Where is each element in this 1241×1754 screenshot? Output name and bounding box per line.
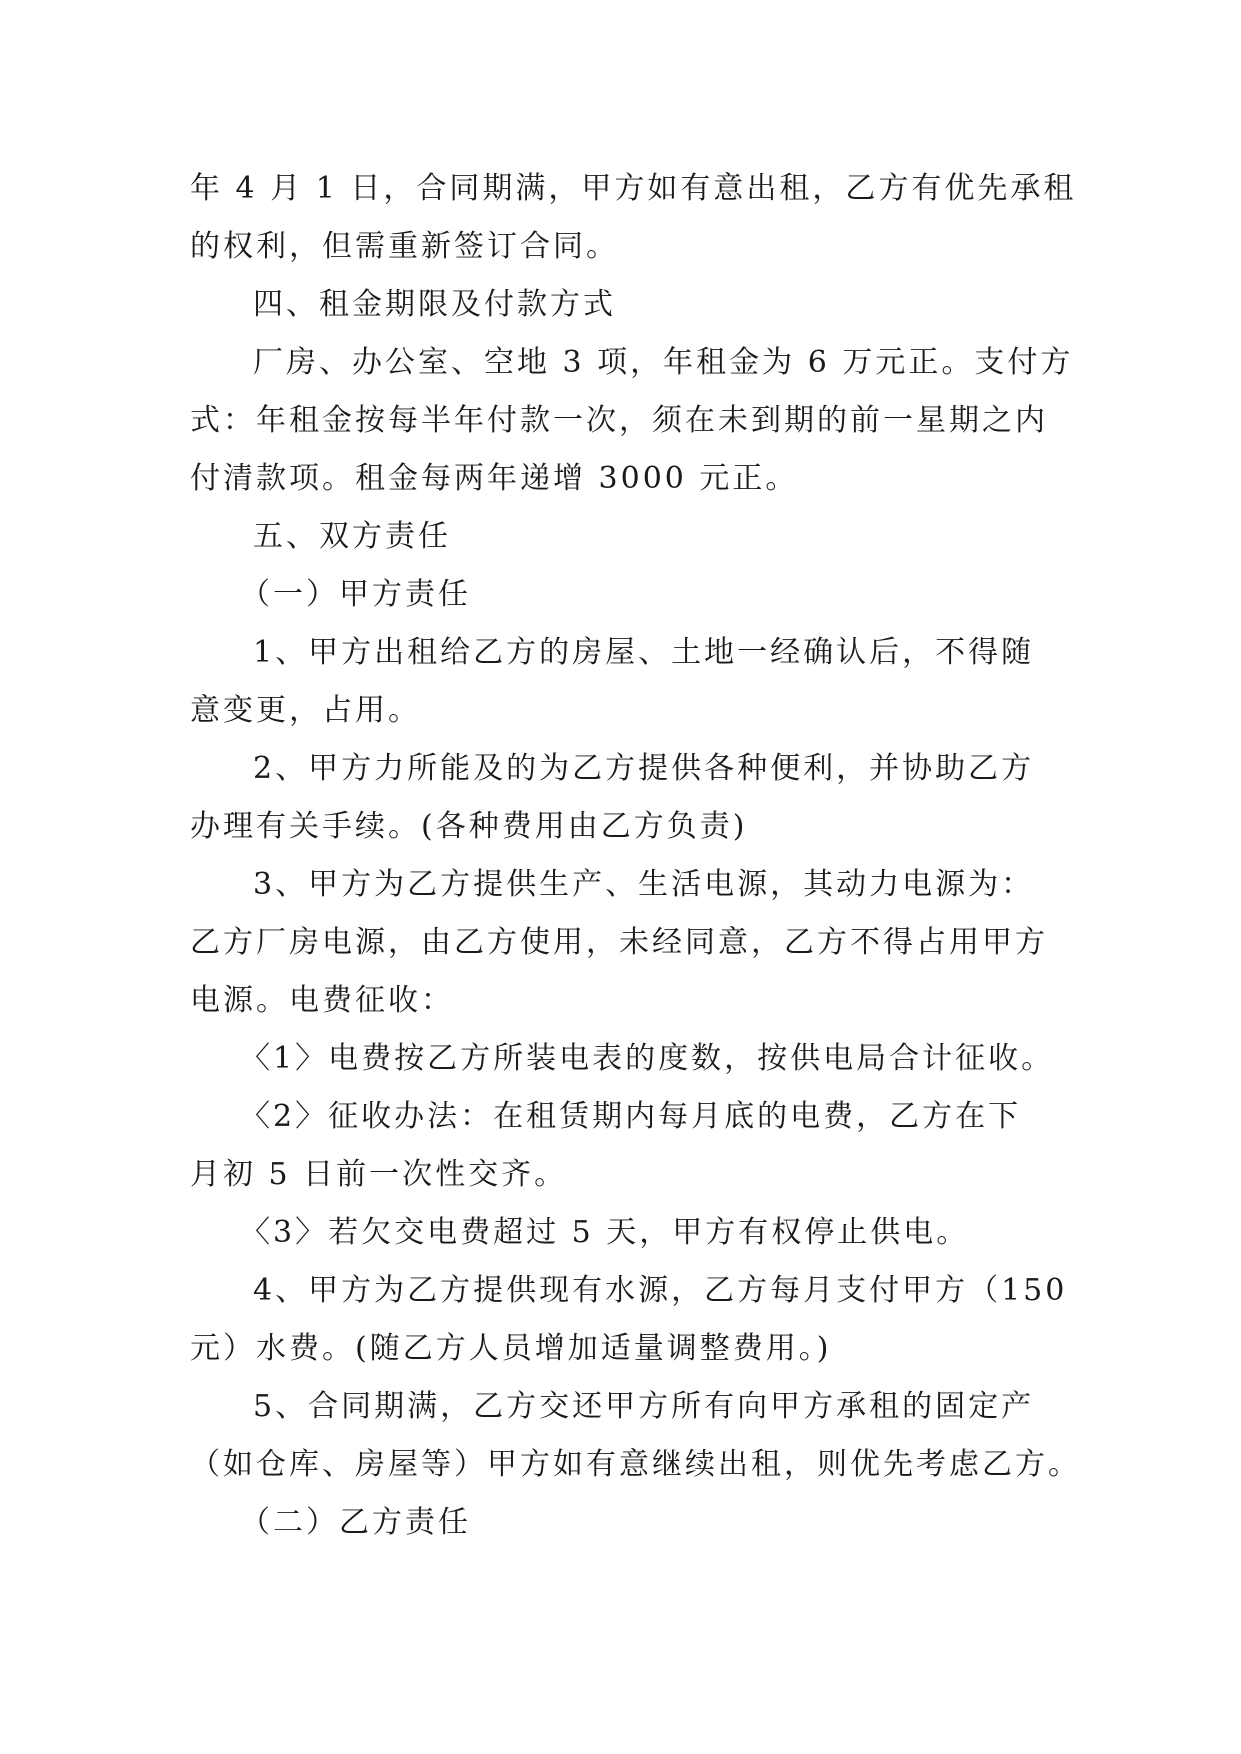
paragraph-line: 月初 5 日前一次性交齐。 (190, 1157, 568, 1192)
paragraph-line: 元）水费。(随乙方人员增加适量调整费用。) (190, 1331, 832, 1366)
list-item: 〈2〉征收办法：在租赁期内每月底的电费，乙方在下 (240, 1099, 1022, 1134)
list-item: 〈1〉电费按乙方所装电表的度数，按供电局合计征收。 (240, 1041, 1055, 1076)
paragraph-line: 1、甲方出租给乙方的房屋、土地一经确认后，不得随 (253, 635, 1035, 670)
paragraph-line: （如仓库、房屋等）甲方如有意继续出租，则优先考虑乙方。 (190, 1447, 1081, 1482)
paragraph-line: 电源。电费征收： (190, 983, 454, 1018)
paragraph-line: 厂房、办公室、空地 3 项，年租金为 6 万元正。支付方 (253, 345, 1074, 380)
paragraph-line: 4、甲方为乙方提供现有水源，乙方每月支付甲方（150 (253, 1273, 1068, 1308)
paragraph-line: 的权利，但需重新签订合同。 (190, 229, 619, 264)
paragraph-line: 2、甲方力所能及的为乙方提供各种便利，并协助乙方 (253, 751, 1035, 786)
paragraph-line: 付清款项。租金每两年递增 3000 元正。 (190, 461, 799, 496)
paragraph-line: 式：年租金按每半年付款一次，须在未到期的前一星期之内 (190, 403, 1048, 438)
paragraph-line: 5、合同期满，乙方交还甲方所有向甲方承租的固定产 (253, 1389, 1035, 1424)
subsection-heading: （二）乙方责任 (240, 1505, 471, 1540)
contract-text (190, 160, 1081, 1552)
paragraph-line: 乙方厂房电源，由乙方使用，未经同意，乙方不得占用甲方 (190, 925, 1048, 960)
section-heading: 四、租金期限及付款方式 (253, 287, 616, 322)
paragraph-line: 年 4 月 1 日，合同期满，甲方如有意出租，乙方有优先承租 (190, 171, 1077, 206)
subsection-heading: （一）甲方责任 (240, 577, 471, 612)
paragraph-line: 意变更，占用。 (190, 693, 421, 728)
list-item: 〈3〉若欠交电费超过 5 天，甲方有权停止供电。 (240, 1215, 970, 1250)
paragraph-line: 3、甲方为乙方提供生产、生活电源，其动力电源为： (253, 867, 1035, 902)
paragraph-line: 办理有关手续。(各种费用由乙方负责) (190, 809, 748, 844)
section-heading: 五、双方责任 (253, 519, 451, 554)
